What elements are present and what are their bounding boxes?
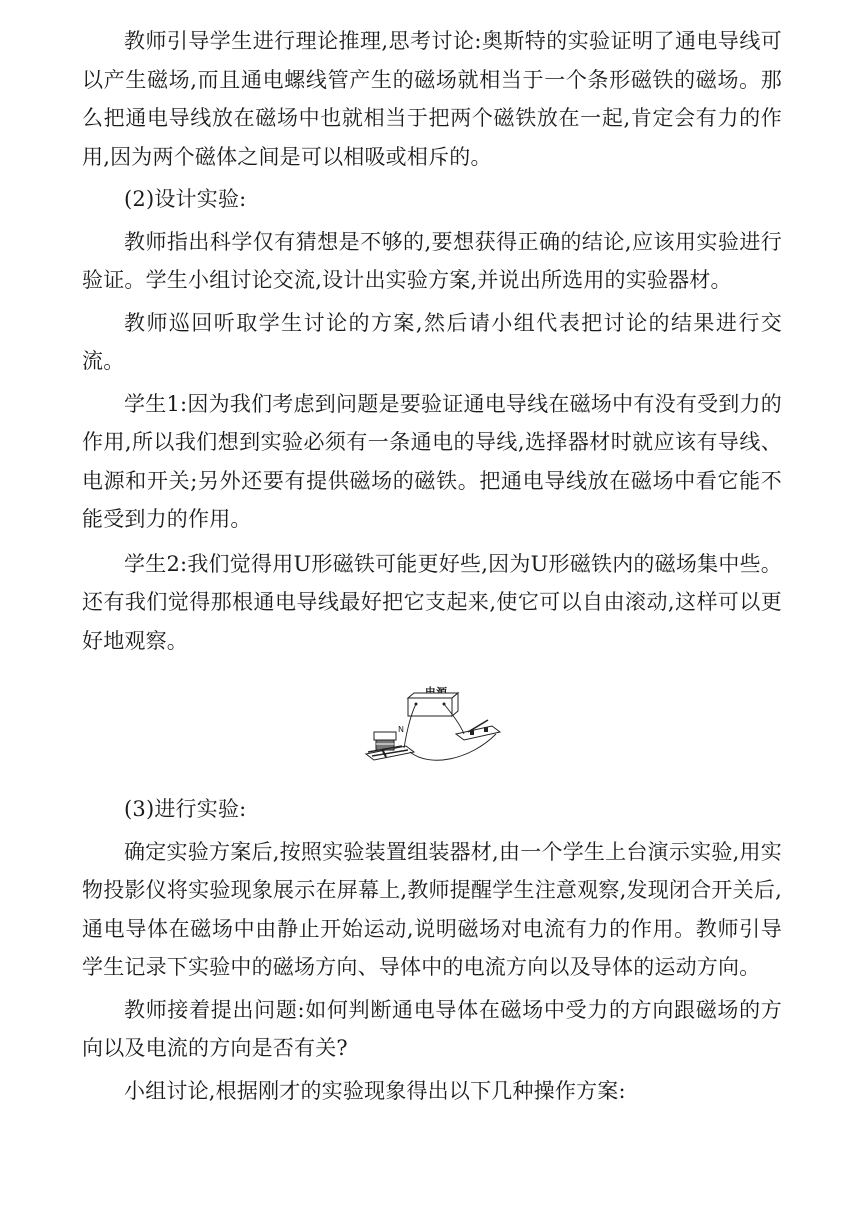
paragraph-group-discussion: 小组讨论,根据刚才的实验现象得出以下几种操作方案: [124, 1078, 626, 1103]
wire [410, 734, 496, 760]
magnet-pole-label: N [398, 725, 404, 734]
u-magnet [366, 732, 414, 760]
heading-design-experiment: (2)设计实验: [124, 187, 247, 211]
paragraph-teacher-question: 教师接着提出问题:如何判断通电导体在磁场中受力的方向跟磁场的方向以及电流的方向是否有关? [82, 997, 782, 1060]
document-page [82, 22, 782, 1110]
paragraph-theory: 教师引导学生进行理论推理,思考讨论:奥斯特的实验证明了通电导线可以产生磁场,而且通电螺线管产生的磁场就相当于一个条形磁铁的磁场。那么把通电导线放在磁场中也就相当于把两个磁铁放在一起,肯定会有力的作用,因为两个磁体之间是可以相吸或相斥的。 [82, 29, 782, 169]
paragraph-teacher-circulates: 教师巡回听取学生讨论的方案,然后请小组代表把讨论的结果进行交流。 [82, 310, 782, 373]
heading-conduct-experiment: (3)进行实验: [124, 797, 247, 821]
apparatus-illustration [360, 676, 510, 766]
paragraph-student-1: 学生1:因为我们考虑到问题是要验证通电导线在磁场中有没有受到力的作用,所以我们想到实验必须有一条通电的导线,选择器材时就应该有导线、电源和开关;另外还要有提供磁场的磁铁。把通电导线放在磁场中看它能不能受到力的作用。 [82, 391, 782, 531]
experiment-apparatus-figure [82, 666, 782, 786]
paragraph-student-2: 学生2:我们觉得用U形磁铁可能更好些,因为U形磁铁内的磁场集中些。还有我们觉得那根通电导线最好把它支起来,使它可以自由滚动,这样可以更好地观察。 [82, 551, 782, 653]
paragraph-conduct-experiment: 确定实验方案后,按照实验装置组装器材,由一个学生上台演示实验,用实物投影仪将实验现象展示在屏幕上,教师提醒学生注意观察,发现闭合开关后,通电导体在磁场中由静止开始运动,说明磁场对电流有力的作用。教师引导学生记录下实验中的磁场方向、导体中的电流方向以及导体的运动方向。 [82, 839, 782, 979]
paragraph-teacher-guidance: 教师指出科学仅有猜想是不够的,要想获得正确的结论,应该用实验进行验证。学生小组讨论交流,设计出实验方案,并说出所选用的实验器材。 [82, 229, 782, 292]
